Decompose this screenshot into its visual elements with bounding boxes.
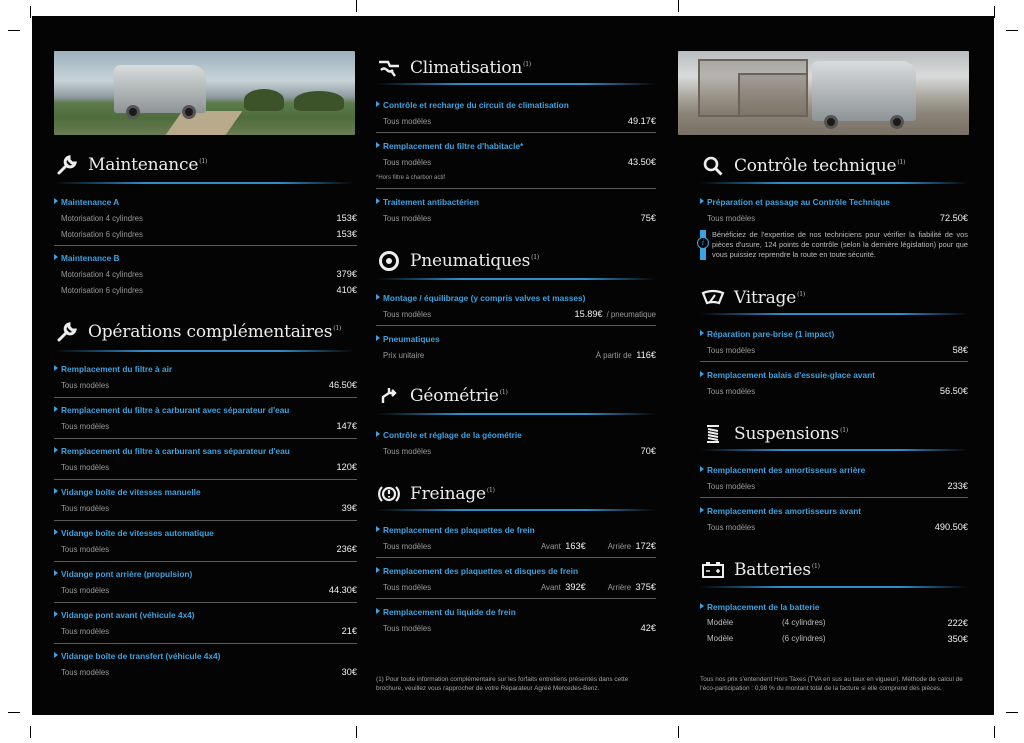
item-title: Préparation et passage au Contrôle Technique	[700, 197, 968, 207]
footnote-note: *Hors filtre à charbon actif	[376, 175, 446, 181]
section-rule	[376, 83, 656, 85]
footnote: Tous nos prix s'entendent Hors Taxes (TVA en sus au taux en vigueur). Méthode de calcul de l'éco-participation : 0,98 % du montant total de la facture si elle comprend des pièces.	[700, 676, 963, 692]
battery-item	[700, 602, 968, 644]
controle-header	[700, 154, 905, 178]
vitrage-header	[700, 286, 805, 310]
item-title: Vidange pont avant (véhicule 4x4)	[54, 610, 357, 620]
item-title: Montage / équilibrage (y compris valves et masses)	[376, 293, 656, 303]
windscreen-icon	[700, 286, 726, 310]
price-row: Tous modèles Avant 163€ Arrière 172€	[383, 541, 656, 551]
price-row: Tous modèles 46.50€	[61, 380, 357, 390]
column-controle	[700, 16, 968, 715]
price-row: Tous modèles 236€	[61, 544, 357, 554]
price-row: Tous modèles 147€	[61, 421, 357, 431]
item-title: Contrôle et recharge du circuit de climatisation	[376, 100, 656, 110]
item-title: Remplacement du filtre à air	[54, 364, 357, 374]
section-title: Contrôle technique$^{(1)}$	[734, 156, 906, 176]
item-title: Maintenance B	[54, 253, 357, 263]
clim-item	[376, 100, 656, 126]
item-title: Contrôle et réglage de la géométrie	[376, 430, 656, 440]
section-title: Batteries$^{(1)}$	[734, 560, 820, 580]
brochure-sheet	[32, 16, 994, 715]
item-title: Remplacement du liquide de frein	[376, 607, 656, 617]
pneumatiques-header	[376, 249, 539, 273]
item-title: Remplacement des amortisseurs arrière	[700, 465, 968, 475]
section-rule	[376, 278, 656, 280]
crop-mark	[994, 6, 995, 18]
info-callout	[700, 230, 968, 260]
price-row: Tous modèles 21€	[61, 626, 357, 636]
spring-icon	[700, 422, 726, 446]
price-row: Tous modèles 58€	[707, 345, 968, 355]
price-row: Tous modèles 120€	[61, 462, 357, 472]
section-title: Suspensions$^{(1)}$	[734, 424, 848, 444]
divider	[54, 397, 357, 398]
divider	[54, 479, 357, 480]
controle-item	[700, 197, 968, 223]
crop-mark	[1006, 30, 1018, 31]
suspension-item	[700, 506, 968, 532]
price-row: Motorisation 4 cylindres 379€	[61, 269, 357, 279]
price-row: Tous modèles 75€	[383, 213, 656, 223]
battery-icon	[700, 558, 726, 582]
item-title: Réparation pare-brise (1 impact)	[700, 329, 968, 339]
price-row: Prix unitaire À partir de 116€	[383, 350, 656, 360]
climatisation-header	[376, 56, 531, 80]
crop-mark	[30, 6, 31, 18]
price-row: Motorisation 6 cylindres 410€	[61, 285, 357, 295]
section-rule	[376, 509, 656, 511]
batteries-header	[700, 558, 820, 582]
crop-mark	[356, 0, 357, 12]
crop-mark	[30, 726, 31, 738]
item-title: Vidange pont arrière (propulsion)	[54, 569, 357, 579]
section-rule	[700, 313, 968, 315]
price-row: Motorisation 4 cylindres 153€	[61, 213, 357, 223]
section-rule	[376, 413, 656, 415]
alignment-icon	[376, 384, 402, 408]
freinage-item	[376, 566, 656, 592]
wrench-icon	[54, 153, 80, 177]
price-row: Tous modèles 49.17€	[383, 116, 656, 126]
maintenance-header	[54, 153, 207, 177]
pneu-item	[376, 293, 656, 319]
section-title: Maintenance$^{(1)}$	[88, 155, 208, 175]
vitrage-item	[700, 370, 968, 396]
brake-icon	[376, 482, 402, 506]
item-title: Remplacement des plaquettes de frein	[376, 525, 656, 535]
divider	[54, 602, 357, 603]
divider	[376, 188, 656, 189]
operation-item	[54, 364, 357, 390]
item-title: Vidange boîte de vitesses manuelle	[54, 487, 357, 497]
divider	[700, 497, 968, 498]
item-title: Vidange boîte de transfert (véhicule 4x4)	[54, 651, 357, 661]
operation-item	[54, 487, 357, 513]
divider	[54, 245, 357, 246]
price-row: Tous modèles Avant 392€ Arrière 375€	[383, 582, 656, 592]
wrench-icon	[54, 320, 80, 344]
section-title: Géométrie$^{(1)}$	[410, 386, 508, 406]
suspension-item	[700, 465, 968, 491]
freinage-header	[376, 482, 495, 506]
section-title: Opérations complémentaires$^{(1)}$	[88, 322, 342, 342]
price-row: Tous modèles 70€	[383, 446, 656, 456]
operation-item	[54, 446, 357, 472]
maintenance-a	[54, 197, 357, 239]
maintenance-b	[54, 253, 357, 295]
item-title: Traitement antibactérien	[376, 197, 656, 207]
price-row: Tous modèles 15.89€ / pneumatique	[383, 309, 656, 319]
divider	[54, 561, 357, 562]
freinage-item	[376, 525, 656, 551]
item-title: Remplacement du filtre d'habitacle*	[376, 141, 656, 151]
section-rule	[54, 182, 354, 184]
divider	[54, 643, 357, 644]
price-row: Tous modèles 39€	[61, 503, 357, 513]
info-icon: i	[700, 230, 706, 260]
price-row: Tous modèles 44.30€	[61, 585, 357, 595]
divider	[54, 438, 357, 439]
operation-item	[54, 651, 357, 677]
divider	[376, 598, 656, 599]
clim-item	[376, 141, 656, 181]
item-title: Vidange boîte de vitesses automatique	[54, 528, 357, 538]
item-title: Remplacement des plaquettes et disques de frein	[376, 566, 656, 576]
divider	[376, 557, 656, 558]
operation-item	[54, 528, 357, 554]
footnote: (1) Pour toute information complémentaire sur les forfaits entretiens présentés dans cette brochure, veuillez vous rapprocher de votre Réparateur Agréé Mercedes-Benz.	[376, 676, 629, 692]
price-row: Modèle (4 cylindres) 222€	[707, 618, 968, 628]
item-title: Maintenance A	[54, 197, 357, 207]
price-row: Tous modèles 30€	[61, 667, 357, 677]
magnifier-icon	[700, 154, 726, 178]
section-rule	[700, 449, 968, 451]
operation-item	[54, 610, 357, 636]
operation-item	[54, 569, 357, 595]
divider	[376, 325, 656, 326]
vitrage-item	[700, 329, 968, 355]
crop-mark	[994, 726, 995, 738]
price-row: Tous modèles 233€	[707, 481, 968, 491]
price-row: Modèle (6 cylindres) 350€	[707, 634, 968, 644]
section-rule	[700, 182, 968, 184]
freinage-item	[376, 607, 656, 633]
geometrie-item	[376, 430, 656, 456]
price-row: Tous modèles 490.50€	[707, 522, 968, 532]
divider	[54, 520, 357, 521]
item-title: Pneumatiques	[376, 334, 656, 344]
item-title: Remplacement des amortisseurs avant	[700, 506, 968, 516]
item-title: Remplacement du filtre à carburant avec séparateur d'eau	[54, 405, 357, 415]
column-climatisation	[376, 16, 656, 715]
operation-item	[54, 405, 357, 431]
crop-mark	[1006, 712, 1018, 713]
pneu-item	[376, 334, 656, 360]
column-maintenance	[54, 16, 357, 715]
price-row: Tous modèles 72.50€	[707, 213, 968, 223]
price-row: Tous modèles 43.50€	[383, 157, 656, 167]
section-rule	[700, 586, 968, 588]
crop-mark	[678, 0, 679, 12]
clim-item	[376, 197, 656, 223]
section-title: Freinage$^{(1)}$	[410, 484, 495, 504]
crop-mark	[678, 726, 679, 738]
price-row: Tous modèles 56.50€	[707, 386, 968, 396]
item-title: Remplacement balais d'essuie-glace avant	[700, 370, 968, 380]
crop-mark	[356, 726, 357, 738]
crop-mark	[8, 30, 20, 31]
air-conditioning-icon	[376, 56, 402, 80]
crop-mark	[8, 712, 20, 713]
section-rule	[54, 350, 354, 352]
info-text: Bénéficiez de l'expertise de nos techniciens pour vérifier la fiabilité de vos pièces d'usure, 124 points de contrôle (selon la dernière législation) pour que vous puissiez reprendre la route en toute sécurité.	[712, 230, 968, 259]
divider	[700, 361, 968, 362]
section-title: Vitrage$^{(1)}$	[734, 288, 805, 308]
price-row: Tous modèles 42€	[383, 623, 656, 633]
suspensions-header	[700, 422, 848, 446]
tyre-icon	[376, 249, 402, 273]
item-title: Remplacement du filtre à carburant sans séparateur d'eau	[54, 446, 357, 456]
section-title: Climatisation$^{(1)}$	[410, 58, 532, 78]
operations-header	[54, 320, 341, 344]
section-title: Pneumatiques$^{(1)}$	[410, 251, 540, 271]
geometrie-header	[376, 384, 508, 408]
item-title: Remplacement de la batterie	[700, 602, 968, 612]
divider	[376, 132, 656, 133]
price-row: Motorisation 6 cylindres 153€	[61, 229, 357, 239]
